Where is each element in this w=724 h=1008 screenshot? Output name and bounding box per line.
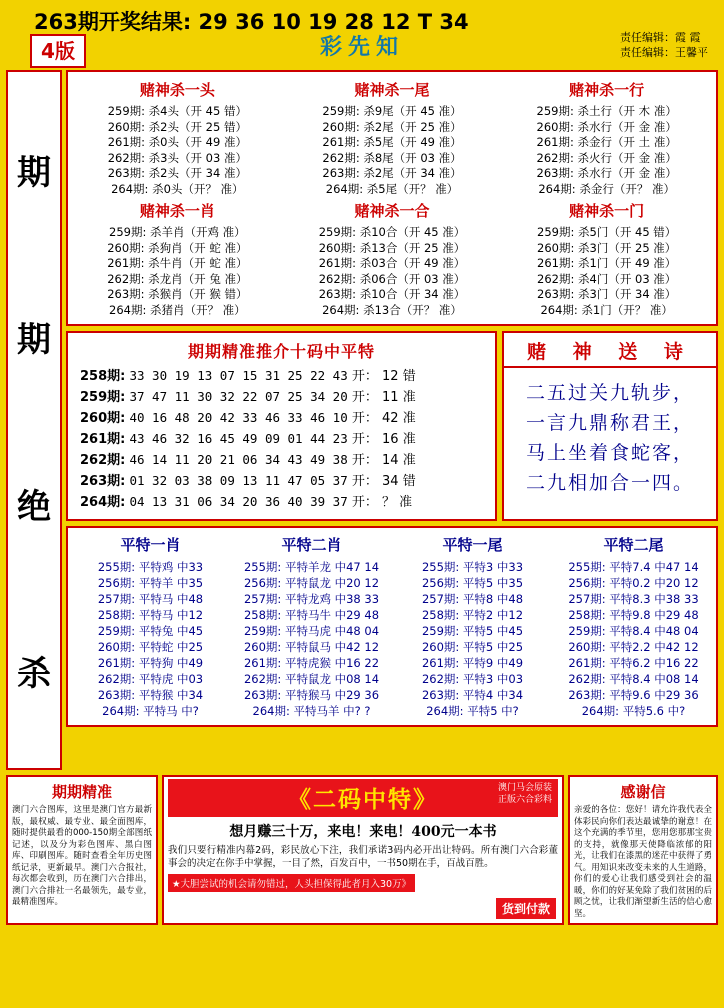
pingte-entry: 255期: 平特鸡 中33 (97, 560, 204, 574)
pingte-entry: 259期: 平特8.4 中48 04 (568, 624, 699, 638)
kill-entry: 263期: 杀3门（开 34 准） (537, 287, 677, 301)
pingte-entry: 262期: 平特8.4 中08 14 (568, 672, 699, 686)
pingte-block-two-tail (553, 532, 714, 719)
pingte-entry: 260期: 平特5 中25 (421, 640, 524, 654)
kill-entry: 260期: 杀水行（开 金 准） (536, 119, 677, 134)
pingte-entry: 259期: 平特兔 中45 (97, 624, 204, 638)
kill-entry: 264期: 杀金行（开？ 准） (538, 181, 675, 196)
kill-entry: 261期: 杀金行（开 土 准） (536, 135, 677, 149)
pingte-entry: 255期: 平特3 中33 (421, 560, 524, 574)
section-title: 平特二肖 (281, 536, 342, 554)
kill-tables-panel (66, 70, 718, 326)
poem-line: 马上坐着食蛇客， (525, 442, 694, 464)
code-row (72, 387, 491, 408)
kill-entry: 264期: 杀1门（开？ 准） (540, 302, 673, 317)
pingte-entry: 264期: 平特马羊 中? ? (252, 704, 371, 718)
kill-entry: 262期: 杀06合（开 03 准） (318, 271, 466, 286)
kill-block-sum (285, 197, 500, 318)
ad-payment-stamp: 货到付款 (496, 898, 556, 919)
pingte-entry: 261期: 平特狗 中49 (97, 656, 204, 670)
brand-logo: 彩先知 (319, 34, 405, 60)
kill-entry: 261期: 杀1门（开 49 准） (537, 256, 677, 270)
section-title: 赌神杀一门 (569, 202, 645, 220)
code-open-label: 开： (351, 390, 378, 405)
pingte-block-one-zodiac (70, 532, 231, 719)
pingte-entry: 257期: 平特8 中48 (421, 592, 524, 606)
code-result: 12 错 (382, 369, 416, 384)
pingte-entry: 264期: 平特5 中? (426, 704, 519, 718)
pingte-entry: 260期: 平特2.2 中42 12 (568, 640, 699, 654)
code-result: 11 准 (382, 390, 416, 405)
code-open-label: 开： (351, 474, 378, 489)
bottom-right-article (568, 775, 718, 925)
kill-entry: 260期: 杀狗肖（开 蛇 准） (107, 240, 248, 255)
middle-section (66, 331, 718, 521)
code-row (72, 471, 491, 492)
pingte-entry: 263期: 平特猴 中34 (97, 688, 204, 702)
kill-entry: 262期: 杀8尾（开 03 准） (322, 150, 462, 165)
kill-entry: 260期: 杀13合（开 25 准） (318, 240, 466, 255)
section-title: 赌神杀一行 (569, 81, 645, 99)
pingte-block-two-zodiac (231, 532, 392, 719)
kill-entry: 260期: 杀3门（开 25 准） (537, 240, 677, 255)
pingte-entry: 256期: 平特5 中35 (421, 576, 524, 590)
kill-entry: 259期: 杀10合（开 45 准） (318, 225, 466, 239)
article-text: 亲爱的各位：您好！请允许我代表全体彩民向你们表达最诚挚的谢意！在这个充满的季节里，您用您那那宝贵的支持，就像那天使降临浓郁的阳光，让我们在漆黑的迷茫中获得了勇气。用知识来改变未来的人生道路，你们的爱心让我们感受到社会的温暖，你们的好某免除了我们贫困的后顾之忧，让我们渐望新生活的信心愈坚。 (574, 805, 712, 919)
code-open-label: 开： (351, 369, 378, 384)
pingte-entry: 257期: 平特龙鸡 中38 33 (243, 592, 380, 606)
kill-entry: 263期: 杀猴肖（开 猴 错） (107, 287, 248, 301)
kill-block-tail (285, 76, 500, 197)
section-title: 赌神杀一尾 (354, 81, 430, 99)
main-body (6, 70, 718, 770)
kill-block-element (499, 76, 714, 197)
poem-line: 一言九鼎称君王， (525, 412, 694, 434)
code-issue: 260期: (80, 411, 126, 426)
pingte-entry: 258期: 平特马牛 中29 48 (243, 608, 380, 622)
code-issue: 258期: (80, 369, 126, 384)
kill-entry: 259期: 杀4头（开 45 错） (107, 104, 247, 118)
vertical-char-1: 期 (17, 153, 51, 193)
editor-credits (620, 30, 708, 60)
code-result: 14 准 (382, 453, 416, 468)
kill-block-zodiac (70, 197, 285, 318)
pingte-entry: 260期: 平特鼠马 中42 12 (243, 640, 380, 654)
pingte-entry: 263期: 平特4 中34 (421, 688, 524, 702)
section-title: 赌神杀一肖 (139, 202, 215, 220)
kill-entry: 262期: 杀火行（开 金 准） (536, 150, 677, 165)
code-open-label: 开： (351, 432, 378, 447)
pingte-entry: 258期: 平特2 中12 (421, 608, 524, 622)
kill-entry: 263期: 杀水行（开 金 准） (536, 166, 677, 180)
bottom-section (6, 775, 718, 925)
kill-entry: 262期: 杀3头（开 03 准） (107, 150, 247, 165)
pingte-entry: 255期: 平特羊龙 中47 14 (243, 560, 380, 574)
ad-title: 《二码中特》 (288, 786, 438, 813)
kill-entry: 260期: 杀2头（开 25 错） (107, 119, 247, 134)
section-title: 平特二尾 (603, 536, 664, 554)
kill-entry: 261期: 杀03合（开 49 准） (318, 256, 466, 270)
kill-entry: 261期: 杀0头（开 49 准） (107, 135, 247, 149)
pingte-entry: 256期: 平特鼠龙 中20 12 (243, 576, 380, 590)
pingte-entry: 264期: 平特5.6 中? (581, 704, 686, 718)
code-result: 16 准 (382, 432, 416, 447)
editor-line-2: 责任编辑：王馨平 (620, 46, 708, 59)
code-row (72, 366, 491, 387)
code-open-label: 开： (351, 495, 378, 510)
pingte-entry: 259期: 平特5 中45 (421, 624, 524, 638)
left-column (6, 70, 62, 770)
code-row (72, 492, 491, 513)
vertical-char-2: 期 (17, 320, 51, 360)
pingte-entry: 261期: 平特9 中49 (421, 656, 524, 670)
code-issue: 259期: (80, 390, 126, 405)
kill-entry: 264期: 杀5尾（开？ 准） (325, 181, 459, 196)
kill-entry: 259期: 杀5门（开 45 错） (537, 225, 677, 239)
masthead (6, 31, 718, 70)
kill-entry: 264期: 杀13合（开？ 准） (322, 302, 462, 317)
code-numbers: 46 14 11 20 21 06 34 43 49 38 (129, 452, 348, 467)
article-text: 澳门六合图库，这里是澳门官方最新版，最权威、最专业、最全面图库，随时提供最看的000-150期全部图纸记述，以及分为彩色图库、黑白图库、印刷图库。随时查看全年历史图纸记录，更新最早。澳门六合报社，每次都会收到，历在澳门六合排出，澳门六合排社一名最领先，最专业，最精准图库。 (12, 805, 152, 907)
pingte-panel (66, 526, 718, 727)
pingte-entry: 258期: 平特马 中12 (97, 608, 204, 622)
pingte-entry: 263期: 平特9.6 中29 36 (568, 688, 699, 702)
pingte-entry: 256期: 平特羊 中35 (97, 576, 204, 590)
pingte-entry: 262期: 平特虎 中03 (97, 672, 204, 686)
pingte-entry: 256期: 平特0.2 中20 12 (568, 576, 699, 590)
kill-entry: 261期: 杀牛肖（开 蛇 准） (107, 256, 248, 270)
section-title: 感谢信 (620, 783, 666, 801)
kill-entry: 264期: 杀猪肖（开？ 准） (109, 302, 246, 317)
bottom-left-article (6, 775, 158, 925)
kill-entry: 263期: 杀2尾（开 34 准） (322, 166, 462, 180)
pingte-block-one-tail (392, 532, 553, 719)
editor-line-1: 责任编辑：霞 霞 (620, 31, 701, 44)
kill-entry: 259期: 杀土行（开 木 准） (536, 104, 677, 118)
pingte-entry: 257期: 平特8.3 中38 33 (568, 592, 699, 606)
kill-entry: 262期: 杀龙肖（开 兔 准） (107, 271, 248, 286)
kill-entry: 259期: 杀羊肖（开鸡 准） (109, 225, 246, 239)
kill-entry: 259期: 杀9尾（开 45 准） (322, 104, 462, 118)
ad-banner (168, 779, 558, 817)
pingte-entry: 261期: 平特虎猴 中16 22 (243, 656, 380, 670)
code-numbers: 01 32 03 38 09 13 11 47 05 37 (129, 473, 348, 488)
ad-callout: ★大胆尝试的机会请勿错过，人头担保得此者月入30万》 (168, 874, 415, 892)
ad-subtitle-line-2: 正版六合彩料 (497, 795, 552, 805)
code-open-label: 开： (351, 453, 378, 468)
vertical-char-4: 杀 (17, 654, 51, 694)
kill-entry: 262期: 杀4门（开 03 准） (537, 271, 677, 286)
pingte-entry: 260期: 平特蛇 中25 (97, 640, 204, 654)
poem-line: 二九相加合一四。 (525, 472, 694, 494)
section-title: 平特一尾 (442, 536, 503, 554)
code-row (72, 408, 491, 429)
right-column (66, 70, 718, 770)
code-open-label: 开： (351, 411, 378, 426)
code-issue: 261期: (80, 432, 126, 447)
ad-subtitle-line-1: 澳门马会原装 (497, 783, 552, 793)
pingte-entry: 261期: 平特6.2 中16 22 (568, 656, 699, 670)
pingte-entry: 258期: 平特9.8 中29 48 (568, 608, 699, 622)
kill-entry: 260期: 杀2尾（开 25 准） (322, 119, 462, 134)
pingte-entry: 264期: 平特马 中? (102, 704, 199, 718)
poem-title: 赌 神 送 诗 (504, 333, 716, 368)
code-row (72, 429, 491, 450)
pingte-entry: 259期: 平特马虎 中48 04 (243, 624, 380, 638)
pingte-entry: 255期: 平特7.4 中47 14 (568, 560, 699, 574)
code-row (72, 450, 491, 471)
poem-body (504, 368, 716, 508)
ad-subtitle (498, 782, 552, 806)
ten-codes-panel (66, 331, 497, 521)
code-numbers: 43 46 32 16 45 49 09 01 44 23 (129, 431, 348, 446)
section-title: 赌神杀一头 (139, 81, 215, 99)
ad-headline: 想月赚三十万，来电！来电！400元一本书 (229, 824, 497, 840)
section-title: 期期精准推介十码中平特 (187, 342, 375, 361)
poem-panel (502, 331, 718, 521)
advertisement-panel[interactable] (162, 775, 564, 925)
code-numbers: 04 13 31 06 34 20 36 40 39 37 (129, 494, 348, 509)
code-issue: 262期: (80, 453, 126, 468)
code-issue: 264期: (80, 495, 126, 510)
pingte-entry: 257期: 平特马 中48 (97, 592, 204, 606)
ad-body-text: 我们只要行精准内幕2码，彩民放心下注，我们承诺3码内必开出让特码。所有澳门六合彩董事会的决定在你手中掌握，一目了然，百发百中，一书50期在手，百战百胜。 (168, 845, 558, 869)
code-result: ？ 准 (382, 495, 413, 510)
section-title: 平特一肖 (120, 536, 181, 554)
code-numbers: 33 30 19 13 07 15 31 25 22 43 (129, 368, 348, 383)
code-issue: 263期: (80, 474, 126, 489)
kill-row-top (70, 76, 714, 197)
pingte-entry: 263期: 平特猴马 中29 36 (243, 688, 380, 702)
code-numbers: 40 16 48 20 42 33 46 33 46 10 (129, 410, 348, 425)
vertical-char-3: 绝 (17, 487, 51, 527)
code-result: 42 准 (382, 411, 416, 426)
kill-entry: 263期: 杀2头（开 34 准） (107, 166, 247, 180)
kill-block-gate (499, 197, 714, 318)
section-title: 期期精准 (51, 783, 112, 801)
section-title: 赌神杀一合 (354, 202, 430, 220)
kill-row-bottom (70, 197, 714, 318)
vertical-title-box (6, 70, 62, 770)
kill-block-head (70, 76, 285, 197)
kill-entry: 261期: 杀5尾（开 49 准） (322, 135, 462, 149)
kill-entry: 264期: 杀0头（开？ 准） (111, 181, 244, 196)
pingte-entry: 262期: 平特鼠龙 中08 14 (243, 672, 380, 686)
kill-entry: 263期: 杀10合（开 34 准） (318, 287, 466, 301)
pingte-entry: 262期: 平特3 中03 (421, 672, 524, 686)
code-result: 34 错 (382, 474, 416, 489)
code-numbers: 37 47 11 30 32 22 07 25 34 20 (129, 389, 348, 404)
edition-badge: 4版 (30, 34, 86, 68)
draw-result-title: 263期开奖结果: 29 36 10 19 28 12 T 34 (34, 10, 469, 34)
poem-line: 二五过关九轨步， (525, 382, 694, 404)
